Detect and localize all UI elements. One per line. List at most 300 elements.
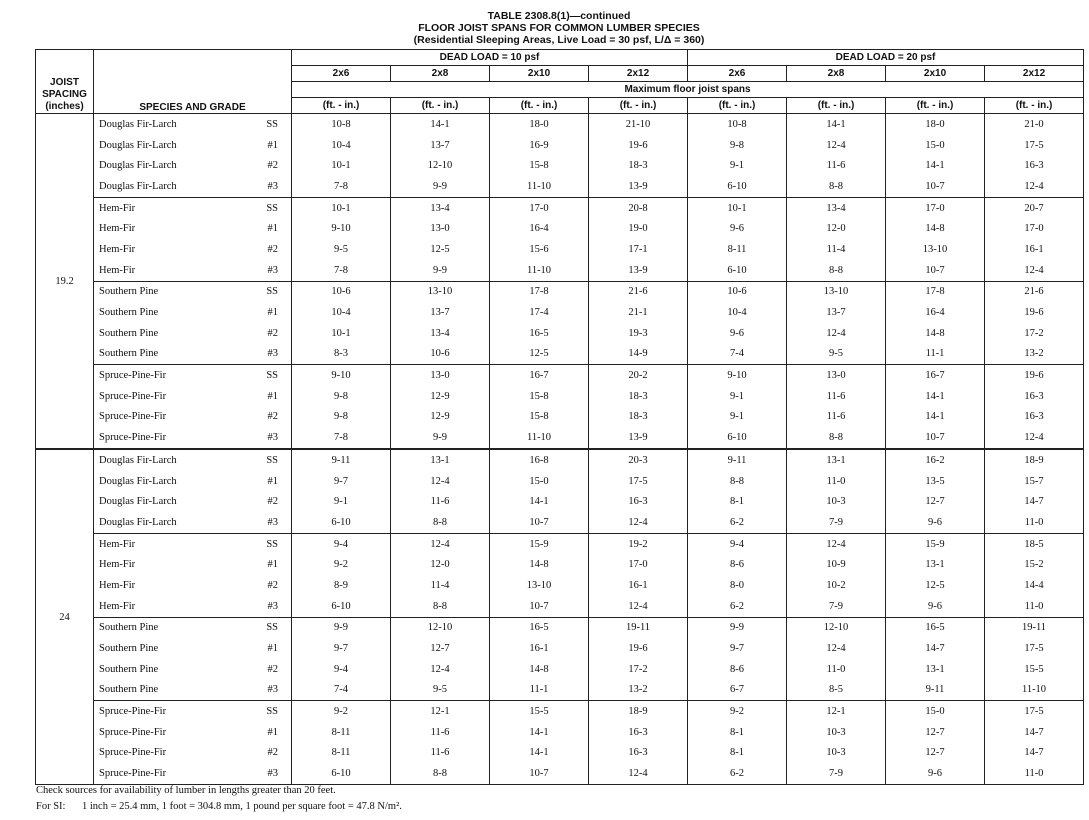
span-value: 14-8 <box>490 659 589 680</box>
span-value: 6-7 <box>688 680 787 701</box>
joist-spacing-header <box>36 50 94 114</box>
span-value: 13-10 <box>787 281 886 302</box>
span-value: 9-1 <box>688 155 787 176</box>
span-value: 20-3 <box>589 449 688 471</box>
span-value: 6-2 <box>688 763 787 784</box>
span-value: 11-1 <box>886 344 985 365</box>
species-name: Southern Pine <box>99 663 159 675</box>
span-value: 13-7 <box>391 302 490 323</box>
table-row <box>36 239 1084 260</box>
lumber-size-header: 2x8 <box>391 66 490 82</box>
span-value: 17-8 <box>490 281 589 302</box>
span-value: 12-7 <box>886 491 985 512</box>
span-value: 14-7 <box>985 722 1084 743</box>
span-value: 15-0 <box>490 471 589 492</box>
span-value: 12-0 <box>391 554 490 575</box>
span-value: 9-6 <box>886 512 985 533</box>
si-label: For SI: <box>36 801 66 812</box>
span-value: 10-4 <box>292 135 391 156</box>
grade-value: #1 <box>240 302 292 323</box>
span-value: 11-0 <box>985 763 1084 784</box>
span-value: 17-0 <box>490 197 589 218</box>
span-value: 15-9 <box>490 533 589 554</box>
span-value: 13-7 <box>787 302 886 323</box>
span-value: 18-5 <box>985 533 1084 554</box>
span-value: 14-1 <box>886 155 985 176</box>
span-value: 8-1 <box>688 743 787 764</box>
dead-load-20-header: DEAD LOAD = 20 psf <box>688 50 1084 66</box>
unit-header: (ft. - in.) <box>391 98 490 114</box>
grade-value: SS <box>240 114 292 135</box>
species-name: Southern Pine <box>99 327 159 339</box>
species-name: Douglas Fir-Larch <box>94 449 240 471</box>
span-value: 7-8 <box>292 260 391 281</box>
span-value: 16-1 <box>589 575 688 596</box>
span-value: 19-3 <box>589 323 688 344</box>
table-row <box>36 471 1084 492</box>
grade-value: #1 <box>240 218 292 239</box>
span-value: 10-3 <box>787 743 886 764</box>
span-value: 14-8 <box>886 323 985 344</box>
span-value: 12-7 <box>391 638 490 659</box>
grade-value: #2 <box>240 575 292 596</box>
span-value: 16-9 <box>490 135 589 156</box>
span-value: 9-7 <box>292 638 391 659</box>
table-row <box>36 344 1084 365</box>
span-value: 19-6 <box>985 365 1084 386</box>
span-value: 12-4 <box>391 471 490 492</box>
span-value: 11-0 <box>985 596 1084 617</box>
span-value: 12-4 <box>787 323 886 344</box>
span-value: 16-3 <box>589 743 688 764</box>
span-value: 10-2 <box>787 575 886 596</box>
span-value: 13-4 <box>787 197 886 218</box>
span-value: 8-8 <box>391 512 490 533</box>
span-value: 21-0 <box>985 114 1084 135</box>
span-value: 11-1 <box>490 680 589 701</box>
span-value: 11-4 <box>391 575 490 596</box>
table-heading: FLOOR JOIST SPANS FOR COMMON LUMBER SPECIES <box>418 22 700 34</box>
span-value: 9-10 <box>688 365 787 386</box>
species-name: Hem-Fir <box>94 197 240 218</box>
span-value: 9-11 <box>292 449 391 471</box>
grade-value: #3 <box>240 512 292 533</box>
span-value: 6-10 <box>292 763 391 784</box>
span-value: 16-5 <box>886 617 985 638</box>
grade-value: #3 <box>240 596 292 617</box>
span-value: 9-6 <box>886 763 985 784</box>
lumber-size-header: 2x6 <box>292 66 391 82</box>
table-row <box>36 302 1084 323</box>
table-row <box>36 554 1084 575</box>
span-value: 10-1 <box>292 197 391 218</box>
unit-header: (ft. - in.) <box>985 98 1084 114</box>
span-value: 7-4 <box>292 680 391 701</box>
span-value: 13-5 <box>886 471 985 492</box>
table-row <box>36 512 1084 533</box>
span-value: 9-9 <box>688 617 787 638</box>
span-value: 18-0 <box>886 114 985 135</box>
span-value: 11-6 <box>787 407 886 428</box>
table-row <box>36 407 1084 428</box>
grade-value: #2 <box>240 239 292 260</box>
span-value: 13-1 <box>391 449 490 471</box>
species-name: Spruce-Pine-Fir <box>99 411 167 423</box>
species-name: Douglas Fir-Larch <box>94 114 240 135</box>
species-name: Douglas Fir-Larch <box>99 180 177 192</box>
span-value: 17-2 <box>589 659 688 680</box>
span-value: 9-6 <box>886 596 985 617</box>
span-value: 12-4 <box>985 176 1084 197</box>
span-value: 10-4 <box>292 302 391 323</box>
span-value: 11-10 <box>490 176 589 197</box>
grade-value: #2 <box>240 323 292 344</box>
species-name: Hem-Fir <box>99 223 136 235</box>
header-text: SPACING <box>42 89 87 100</box>
span-value: 14-1 <box>391 114 490 135</box>
span-value: 17-0 <box>985 218 1084 239</box>
span-value: 18-3 <box>589 386 688 407</box>
span-value: 10-6 <box>292 281 391 302</box>
unit-header: (ft. - in.) <box>787 98 886 114</box>
span-value: 13-0 <box>391 365 490 386</box>
span-value: 6-10 <box>688 176 787 197</box>
span-value: 10-4 <box>688 302 787 323</box>
span-value: 12-1 <box>391 701 490 722</box>
span-value: 15-5 <box>985 659 1084 680</box>
species-name: Southern Pine <box>94 617 240 638</box>
span-value: 13-4 <box>391 323 490 344</box>
span-value: 12-4 <box>787 135 886 156</box>
span-value: 13-1 <box>886 554 985 575</box>
span-value: 9-2 <box>292 554 391 575</box>
span-value: 17-5 <box>985 135 1084 156</box>
span-value: 18-9 <box>985 449 1084 471</box>
span-value: 18-3 <box>589 407 688 428</box>
span-value: 17-0 <box>589 554 688 575</box>
span-value: 9-5 <box>391 680 490 701</box>
span-value: 8-8 <box>688 471 787 492</box>
span-value: 17-0 <box>886 197 985 218</box>
span-value: 15-5 <box>490 701 589 722</box>
span-value: 11-0 <box>985 512 1084 533</box>
table-row <box>36 491 1084 512</box>
table-row <box>36 701 1084 722</box>
species-name: Southern Pine <box>99 684 159 696</box>
table-row <box>36 176 1084 197</box>
span-value: 13-9 <box>589 260 688 281</box>
table-row <box>36 427 1084 449</box>
span-value: 10-7 <box>490 763 589 784</box>
table-row <box>36 386 1084 407</box>
span-value: 20-2 <box>589 365 688 386</box>
species-name: Southern Pine <box>99 307 159 319</box>
span-value: 12-9 <box>391 407 490 428</box>
span-value: 14-7 <box>985 743 1084 764</box>
span-value: 9-9 <box>292 617 391 638</box>
span-value: 16-3 <box>985 155 1084 176</box>
table-row <box>36 638 1084 659</box>
species-name: Southern Pine <box>99 643 159 655</box>
span-value: 9-9 <box>391 260 490 281</box>
span-value: 12-7 <box>886 722 985 743</box>
span-value: 10-7 <box>490 596 589 617</box>
span-value: 6-2 <box>688 596 787 617</box>
span-value: 9-2 <box>688 701 787 722</box>
span-value: 8-5 <box>787 680 886 701</box>
table-row <box>36 114 1084 135</box>
table-row <box>36 743 1084 764</box>
span-value: 17-8 <box>886 281 985 302</box>
span-value: 11-6 <box>391 743 490 764</box>
span-value: 7-8 <box>292 176 391 197</box>
span-value: 9-7 <box>292 471 391 492</box>
span-value: 18-9 <box>589 701 688 722</box>
span-value: 9-4 <box>688 533 787 554</box>
span-value: 9-7 <box>688 638 787 659</box>
span-value: 9-8 <box>292 407 391 428</box>
span-value: 12-10 <box>787 617 886 638</box>
span-value: 17-1 <box>589 239 688 260</box>
span-value: 8-8 <box>787 176 886 197</box>
species-name: Hem-Fir <box>99 264 136 276</box>
span-value: 6-2 <box>688 512 787 533</box>
species-name: Spruce-Pine-Fir <box>99 726 167 738</box>
species-name: Spruce-Pine-Fir <box>99 432 167 444</box>
grade-value: SS <box>240 449 292 471</box>
grade-value: #3 <box>240 344 292 365</box>
table-row <box>36 155 1084 176</box>
species-name: Douglas Fir-Larch <box>99 160 177 172</box>
table-row <box>36 763 1084 784</box>
span-value: 16-1 <box>985 239 1084 260</box>
grade-value: #3 <box>240 427 292 449</box>
span-value: 18-3 <box>589 155 688 176</box>
span-value: 19-0 <box>589 218 688 239</box>
unit-header: (ft. - in.) <box>589 98 688 114</box>
span-value: 10-6 <box>688 281 787 302</box>
span-value: 10-3 <box>787 491 886 512</box>
span-value: 10-7 <box>886 260 985 281</box>
span-value: 9-6 <box>688 323 787 344</box>
unit-header: (ft. - in.) <box>292 98 391 114</box>
span-value: 13-9 <box>589 176 688 197</box>
span-value: 12-5 <box>886 575 985 596</box>
span-value: 10-7 <box>886 176 985 197</box>
span-value: 11-4 <box>787 239 886 260</box>
grade-value: #3 <box>240 763 292 784</box>
species-name: Douglas Fir-Larch <box>99 496 177 508</box>
span-value: 13-1 <box>787 449 886 471</box>
span-value: 20-7 <box>985 197 1084 218</box>
span-value: 9-8 <box>292 386 391 407</box>
span-value: 12-4 <box>985 260 1084 281</box>
span-value: 8-11 <box>292 722 391 743</box>
grade-value: #1 <box>240 554 292 575</box>
span-value: 16-7 <box>886 365 985 386</box>
span-value: 21-6 <box>589 281 688 302</box>
grade-value: #2 <box>240 743 292 764</box>
span-value: 7-9 <box>787 763 886 784</box>
species-name: Spruce-Pine-Fir <box>99 390 167 402</box>
species-name: Douglas Fir-Larch <box>99 139 177 151</box>
span-value: 14-9 <box>589 344 688 365</box>
table-row <box>36 260 1084 281</box>
lumber-size-header: 2x8 <box>787 66 886 82</box>
span-value: 7-9 <box>787 596 886 617</box>
span-value: 12-10 <box>391 617 490 638</box>
span-value: 10-9 <box>787 554 886 575</box>
span-value: 12-7 <box>886 743 985 764</box>
span-value: 12-4 <box>787 533 886 554</box>
span-value: 16-3 <box>589 722 688 743</box>
span-value: 16-4 <box>490 218 589 239</box>
span-value: 11-0 <box>787 659 886 680</box>
span-value: 16-3 <box>985 407 1084 428</box>
table-subheading: (Residential Sleeping Areas, Live Load = 30 psf, L/Δ = 360) <box>413 34 705 46</box>
unit-header: (ft. - in.) <box>688 98 787 114</box>
span-value: 12-1 <box>787 701 886 722</box>
span-value: 9-2 <box>292 701 391 722</box>
span-value: 14-7 <box>886 638 985 659</box>
table-row <box>36 575 1084 596</box>
grade-value: SS <box>240 197 292 218</box>
header-text: (inches) <box>45 101 84 112</box>
span-value: 12-4 <box>391 533 490 554</box>
lumber-size-header: 2x12 <box>985 66 1084 82</box>
span-value: 10-7 <box>490 512 589 533</box>
span-value: 8-3 <box>292 344 391 365</box>
span-value: 10-1 <box>292 155 391 176</box>
table-title <box>36 10 1082 46</box>
span-value: 12-10 <box>391 155 490 176</box>
span-value: 14-1 <box>886 407 985 428</box>
span-value: 11-10 <box>490 260 589 281</box>
span-value: 12-4 <box>589 596 688 617</box>
span-value: 15-0 <box>886 135 985 156</box>
span-value: 12-5 <box>490 344 589 365</box>
span-value: 9-5 <box>292 239 391 260</box>
span-value: 11-6 <box>391 491 490 512</box>
span-value: 8-11 <box>292 743 391 764</box>
span-value: 15-8 <box>490 407 589 428</box>
span-value: 8-1 <box>688 491 787 512</box>
span-value: 14-4 <box>985 575 1084 596</box>
span-value: 9-1 <box>688 407 787 428</box>
grade-value: #2 <box>240 491 292 512</box>
table-row <box>36 449 1084 471</box>
span-value: 14-1 <box>787 114 886 135</box>
grade-value: #1 <box>240 386 292 407</box>
span-value: 15-8 <box>490 155 589 176</box>
span-value: 6-10 <box>292 596 391 617</box>
span-value: 9-10 <box>292 365 391 386</box>
span-value: 8-8 <box>787 427 886 449</box>
span-value: 8-8 <box>391 596 490 617</box>
species-name: Hem-Fir <box>99 579 136 591</box>
table-row <box>36 281 1084 302</box>
table-row <box>36 197 1084 218</box>
table-row <box>36 218 1084 239</box>
table-row <box>36 659 1084 680</box>
span-value: 13-0 <box>787 365 886 386</box>
unit-header: (ft. - in.) <box>490 98 589 114</box>
max-spans-header: Maximum floor joist spans <box>292 82 1084 98</box>
span-value: 12-4 <box>589 512 688 533</box>
table-row <box>36 617 1084 638</box>
species-name: Hem-Fir <box>94 533 240 554</box>
span-value: 13-0 <box>391 218 490 239</box>
span-value: 14-1 <box>490 491 589 512</box>
span-value: 12-5 <box>391 239 490 260</box>
span-value: 6-10 <box>688 427 787 449</box>
span-value: 21-1 <box>589 302 688 323</box>
span-value: 16-7 <box>490 365 589 386</box>
span-value: 13-10 <box>391 281 490 302</box>
span-value: 13-10 <box>490 575 589 596</box>
span-value: 9-8 <box>688 135 787 156</box>
table-footnotes <box>36 783 402 815</box>
span-value: 11-6 <box>787 386 886 407</box>
span-value: 7-4 <box>688 344 787 365</box>
span-value: 8-11 <box>688 239 787 260</box>
span-value: 11-10 <box>490 427 589 449</box>
species-name: Spruce-Pine-Fir <box>94 365 240 386</box>
span-value: 6-10 <box>688 260 787 281</box>
species-name: Spruce-Pine-Fir <box>99 747 167 759</box>
span-value: 9-1 <box>688 386 787 407</box>
span-value: 14-8 <box>886 218 985 239</box>
joist-spacing-value: 24 <box>36 449 94 785</box>
species-name: Douglas Fir-Larch <box>99 475 177 487</box>
species-name: Hem-Fir <box>99 600 136 612</box>
span-value: 9-10 <box>292 218 391 239</box>
span-value: 9-5 <box>787 344 886 365</box>
span-value: 10-3 <box>787 722 886 743</box>
span-value: 18-0 <box>490 114 589 135</box>
grade-value: SS <box>240 701 292 722</box>
span-value: 15-9 <box>886 533 985 554</box>
grade-value: #1 <box>240 722 292 743</box>
span-value: 14-1 <box>490 743 589 764</box>
span-value: 15-7 <box>985 471 1084 492</box>
table-number: TABLE 2308.8(1)—continued <box>487 10 631 22</box>
span-value: 8-6 <box>688 554 787 575</box>
span-value: 15-0 <box>886 701 985 722</box>
span-value: 8-0 <box>688 575 787 596</box>
span-value: 9-9 <box>391 176 490 197</box>
span-value: 14-8 <box>490 554 589 575</box>
span-value: 16-5 <box>490 323 589 344</box>
span-value: 16-5 <box>490 617 589 638</box>
span-value: 14-7 <box>985 491 1084 512</box>
table-row <box>36 323 1084 344</box>
span-value: 12-0 <box>787 218 886 239</box>
span-value: 10-8 <box>688 114 787 135</box>
span-value: 8-8 <box>391 763 490 784</box>
span-value: 6-10 <box>292 512 391 533</box>
grade-value: #2 <box>240 155 292 176</box>
span-value: 13-4 <box>391 197 490 218</box>
species-name: Southern Pine <box>99 348 159 360</box>
span-value: 12-4 <box>391 659 490 680</box>
grade-value: #2 <box>240 659 292 680</box>
table-row <box>36 680 1084 701</box>
grade-value: #3 <box>240 260 292 281</box>
span-value: 15-2 <box>985 554 1084 575</box>
species-name: Douglas Fir-Larch <box>99 516 177 528</box>
species-grade-header: SPECIES AND GRADE <box>94 50 292 114</box>
